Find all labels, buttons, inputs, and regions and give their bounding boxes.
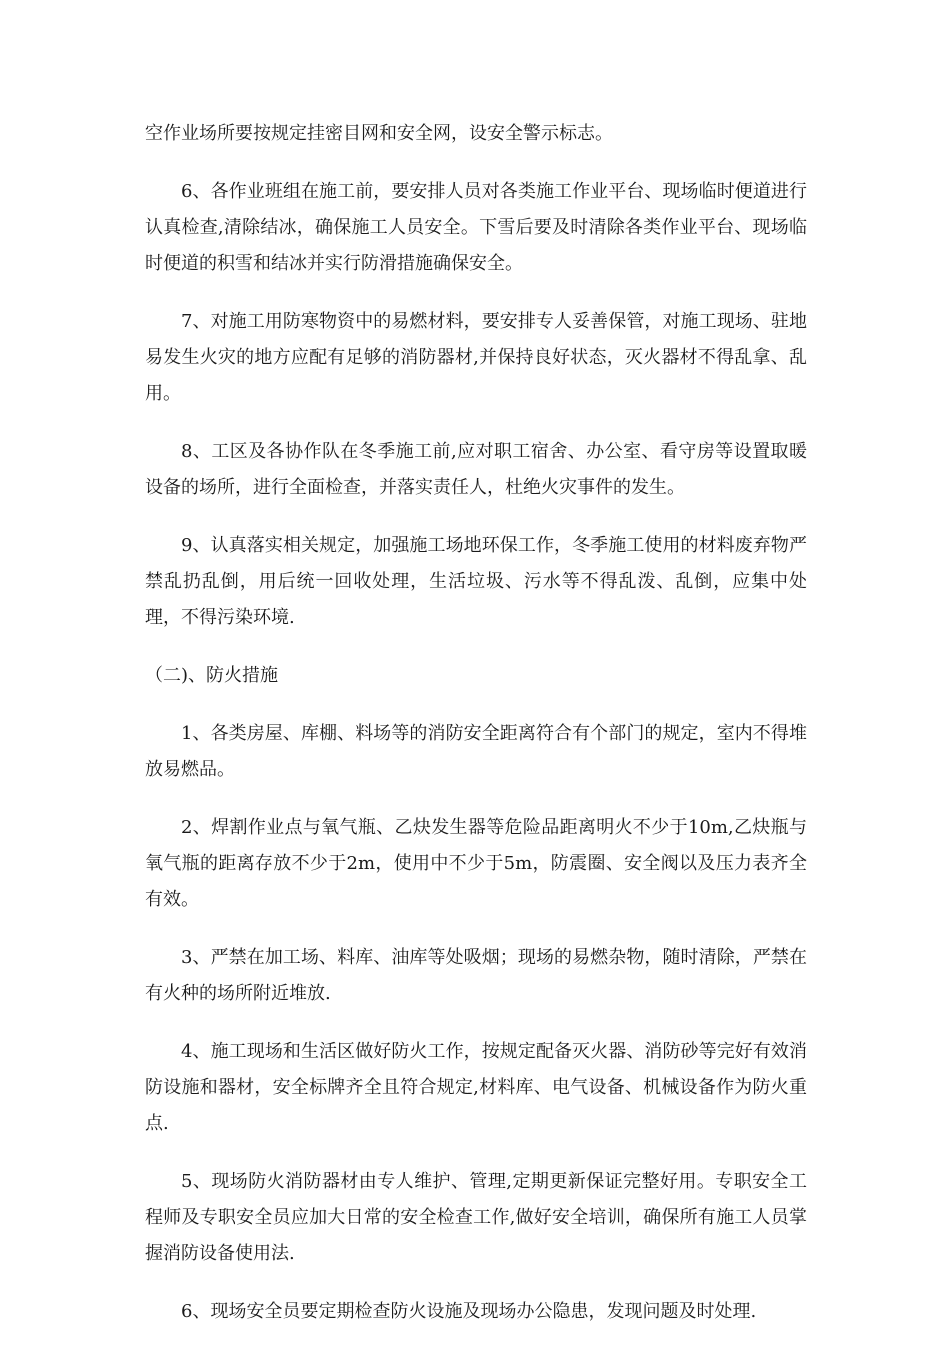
paragraph-fire-item-6: 6、现场安全员要定期检查防火设施及现场办公隐患，发现问题及时处理.: [181, 1301, 757, 1322]
paragraph-fire-item-4: 4、施工现场和生活区做好防火工作，按规定配备灭火器、消防砂等完好有效消防设施和器材，安全标牌齐全且符合规定,材料库、电气设备、机械设备作为防火重点.: [145, 1041, 807, 1134]
paragraph-item-7-materials: 7、对施工用防寒物资中的易燃材料，要安排专人妥善保管，对施工现场、驻地易发生火灾的地方应配有足够的消防器材,并保持良好状态，灭火器材不得乱拿、乱用。: [145, 311, 807, 404]
paragraph-fire-item-1: 1、各类房屋、库棚、料场等的消防安全距离符合有个部门的规定，室内不得堆放易燃品。: [145, 723, 807, 780]
paragraph-item-9-environment: 9、认真落实相关规定，加强施工场地环保工作，冬季施工使用的材料废弃物严禁乱扔乱倒，用后统一回收处理，生活垃圾、污水等不得乱泼、乱倒，应集中处理，不得污染环境.: [145, 535, 807, 628]
paragraph-fire-item-3: 3、严禁在加工场、料库、油库等处吸烟；现场的易燃杂物，随时清除，严禁在有火种的场所附近堆放.: [145, 947, 807, 1004]
paragraph-continuation: 空作业场所要按规定挂密目网和安全网，设安全警示标志。: [145, 123, 613, 144]
paragraph-fire-item-2: 2、焊割作业点与氧气瓶、乙炔发生器等危险品距离明火不少于10m,乙炔瓶与氧气瓶的距离存放不少于2m，使用中不少于5m，防震圈、安全阀以及压力表齐全有效。: [145, 817, 807, 910]
paragraph-fire-item-5: 5、现场防火消防器材由专人维护、管理,定期更新保证完整好用。专职安全工程师及专职安全员应加大日常的安全检查工作,做好安全培训，确保所有施工人员掌握消防设备使用法.: [145, 1171, 807, 1264]
paragraph-item-8-heating: 8、工区及各协作队在冬季施工前,应对职工宿舍、办公室、看守房等设置取暖设备的场所，进行全面检查，并落实责任人，杜绝火灾事件的发生。: [145, 441, 807, 498]
paragraph-item-6-snow: 6、各作业班组在施工前，要安排人员对各类施工作业平台、现场临时便道进行认真检查,清除结冰，确保施工人员安全。下雪后要及时清除各类作业平台、现场临时便道的积雪和结冰并实行防滑措施确保安全。: [145, 181, 807, 274]
document-body: [145, 116, 807, 1352]
section-heading-fire-prevention: （二)、防火措施: [145, 665, 279, 686]
